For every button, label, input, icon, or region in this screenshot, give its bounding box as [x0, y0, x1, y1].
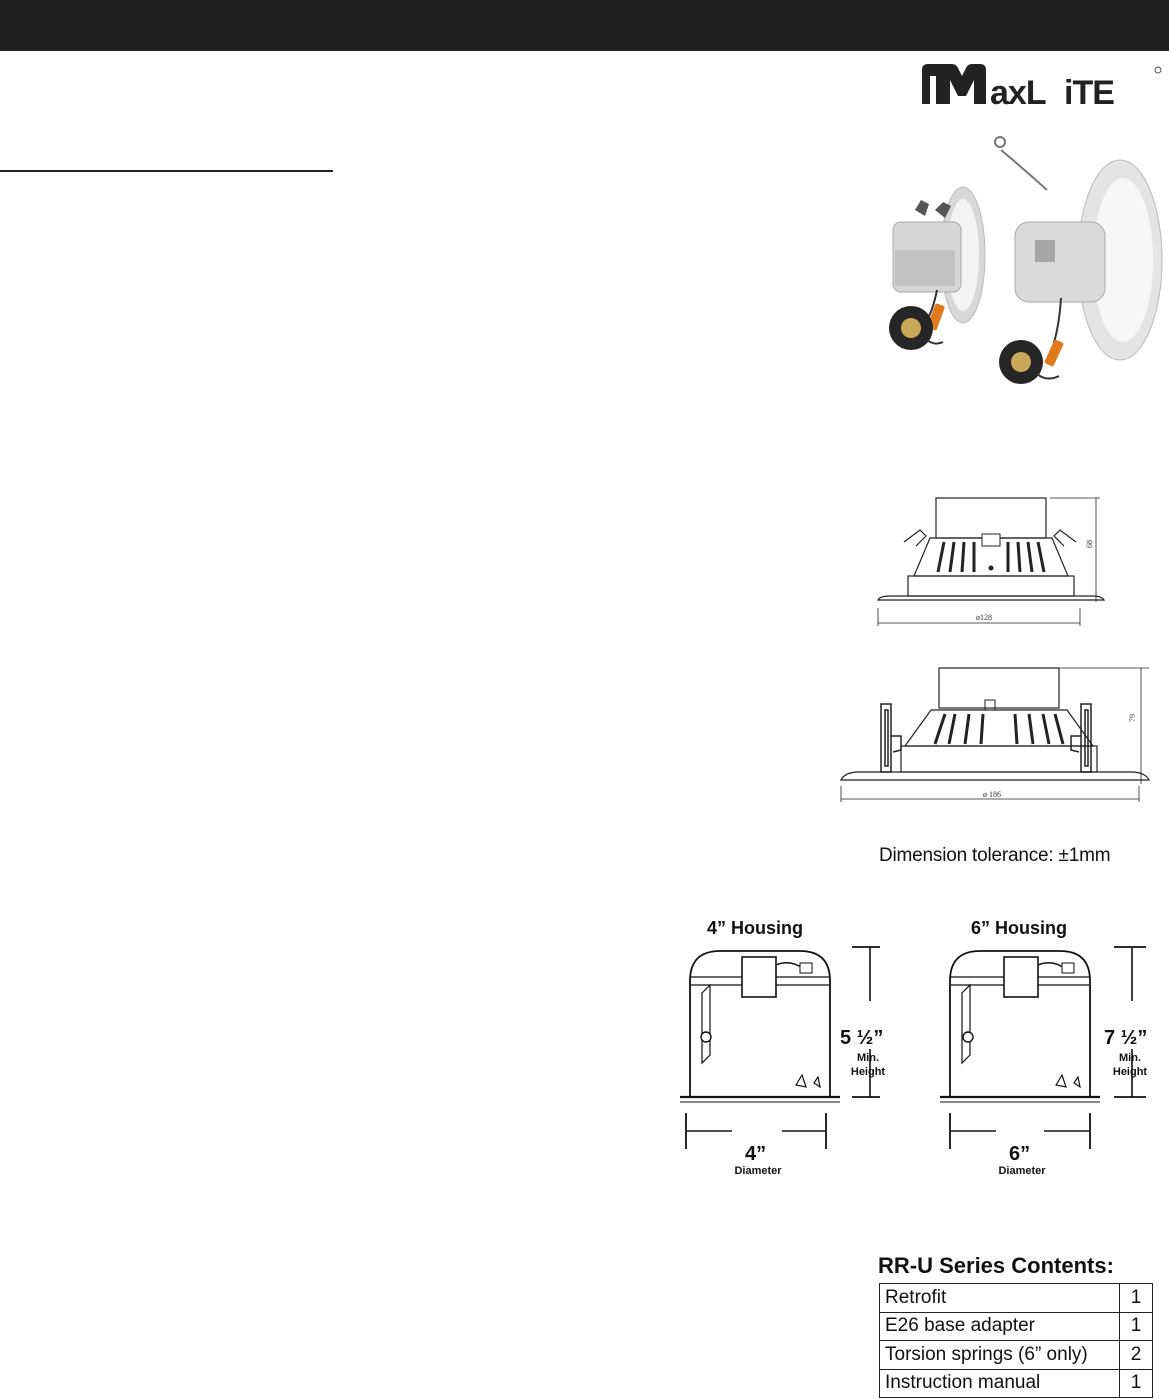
height-label: Height: [850, 1066, 886, 1078]
svg-text:axL: axL: [990, 74, 1046, 110]
dimension-drawing-6in: [835, 660, 1155, 805]
product-photo: [875, 130, 1169, 400]
diameter-value-4in: 4”: [745, 1143, 767, 1165]
min-label: Min.: [857, 1052, 879, 1064]
svg-text:iTE: iTE: [1064, 74, 1114, 110]
table-row: [880, 1312, 1153, 1341]
diameter-caption-4in: Diameter: [734, 1165, 782, 1177]
diameter-label-4in: ø128: [976, 613, 992, 622]
dimension-drawing-4in: [870, 490, 1110, 630]
housing-title-4in: 4” Housing: [707, 918, 804, 938]
contents-title: RR-U Series Contents:: [878, 1253, 1114, 1278]
contents-item: Retrofit: [880, 1284, 1120, 1313]
contents-item: Instruction manual: [880, 1369, 1120, 1398]
section-title-underline: [0, 170, 333, 172]
brand-logo: [918, 60, 1164, 110]
diameter-value-6in: 6”: [1009, 1143, 1031, 1165]
dimension-tolerance-note: Dimension tolerance: ±1mm: [879, 845, 1111, 866]
housing-diagram-4in: [680, 915, 950, 1185]
contents-item: E26 base adapter: [880, 1312, 1120, 1341]
housing-diagram-6in: [940, 915, 1169, 1185]
min-height-value-6in: 7 ½”: [1104, 1027, 1148, 1049]
height-label: Height: [1112, 1066, 1148, 1078]
contents-qty: 1: [1120, 1369, 1153, 1398]
diameter-caption-6in: Diameter: [998, 1165, 1046, 1177]
header-bar: [0, 0, 1169, 51]
min-height-caption-6in: [1110, 1051, 1150, 1079]
min-height-value-4in: 5 ½”: [840, 1027, 884, 1049]
diameter-label-6in: ø 186: [983, 790, 1001, 799]
contents-qty: 1: [1120, 1284, 1153, 1313]
contents-table: [879, 1283, 1153, 1398]
table-row: [880, 1369, 1153, 1398]
contents-item: Torsion springs (6” only): [880, 1341, 1120, 1370]
min-height-caption-4in: [848, 1051, 888, 1079]
contents-qty: 2: [1120, 1341, 1153, 1370]
height-label-6in: 79: [1128, 714, 1137, 722]
housing-title-6in: 6” Housing: [971, 918, 1068, 938]
height-label-4in: 68: [1085, 540, 1094, 548]
min-label: Min.: [1119, 1052, 1141, 1064]
table-row: [880, 1341, 1153, 1370]
contents-qty: 1: [1120, 1312, 1153, 1341]
table-row: [880, 1284, 1153, 1313]
